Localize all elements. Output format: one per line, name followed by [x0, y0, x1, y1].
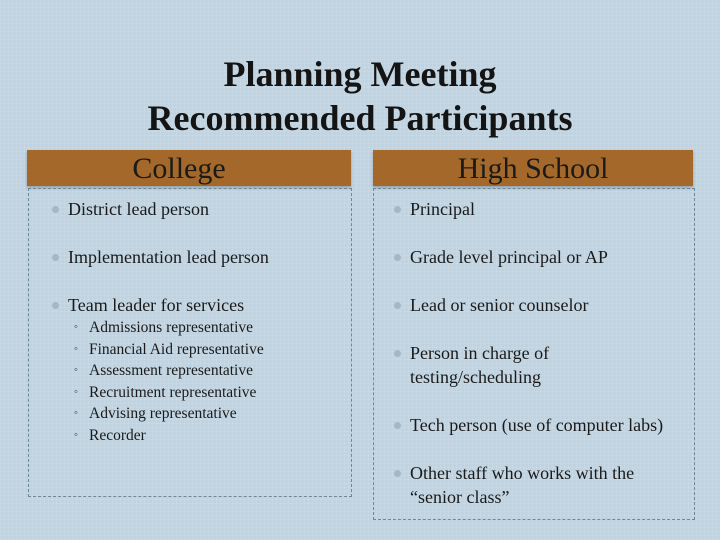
hollow-bullet-icon: ◦ [74, 321, 78, 333]
high-school-item-testing-line-2: testing/scheduling [410, 367, 541, 387]
college-item-district-lead: District lead person [68, 199, 209, 219]
hollow-bullet-icon: ◦ [74, 364, 78, 376]
hollow-bullet-icon: ◦ [74, 429, 78, 441]
college-subitem-recruitment: Recruitment representative [89, 384, 257, 401]
bullet-icon [394, 470, 401, 477]
bullet-icon [394, 422, 401, 429]
high-school-item-testing-line-1: Person in charge of [410, 343, 550, 363]
high-school-item-principal: Principal [410, 199, 475, 219]
high-school-header [373, 150, 693, 186]
college-subitem-advising: Advising representative [89, 405, 237, 422]
high-school-item-other-staff-line-2: “senior class” [410, 487, 510, 507]
slide-title [0, 52, 720, 140]
high-school-item-other-staff-line-1: Other staff who works with the [410, 463, 635, 483]
high-school-item-lead-counselor: Lead or senior counselor [410, 295, 589, 315]
high-school-header-label: High School [457, 152, 609, 185]
high-school-item-grade-level-principal: Grade level principal or AP [410, 247, 608, 267]
hollow-bullet-icon: ◦ [74, 407, 78, 419]
bullet-icon [52, 206, 59, 213]
hollow-bullet-icon: ◦ [74, 343, 78, 355]
title-line-1: Planning Meeting [223, 54, 497, 94]
bullet-icon [394, 302, 401, 309]
bullet-icon [394, 350, 401, 357]
bullet-icon [52, 254, 59, 261]
hollow-bullet-icon: ◦ [74, 386, 78, 398]
college-item-implementation-lead: Implementation lead person [68, 247, 269, 267]
title-line-2: Recommended Participants [147, 98, 573, 138]
bullet-icon [52, 302, 59, 309]
college-subitem-assessment: Assessment representative [89, 362, 253, 379]
bullet-icon [394, 254, 401, 261]
bullet-icon [394, 206, 401, 213]
high-school-item-tech-person: Tech person (use of computer labs) [410, 415, 664, 435]
college-header-label: College [132, 152, 226, 185]
college-subitem-recorder: Recorder [89, 427, 146, 444]
college-header [27, 150, 351, 186]
college-item-team-leader: Team leader for services [68, 295, 245, 315]
college-subitem-financial-aid: Financial Aid representative [89, 341, 264, 358]
college-subitem-admissions: Admissions representative [89, 319, 254, 336]
